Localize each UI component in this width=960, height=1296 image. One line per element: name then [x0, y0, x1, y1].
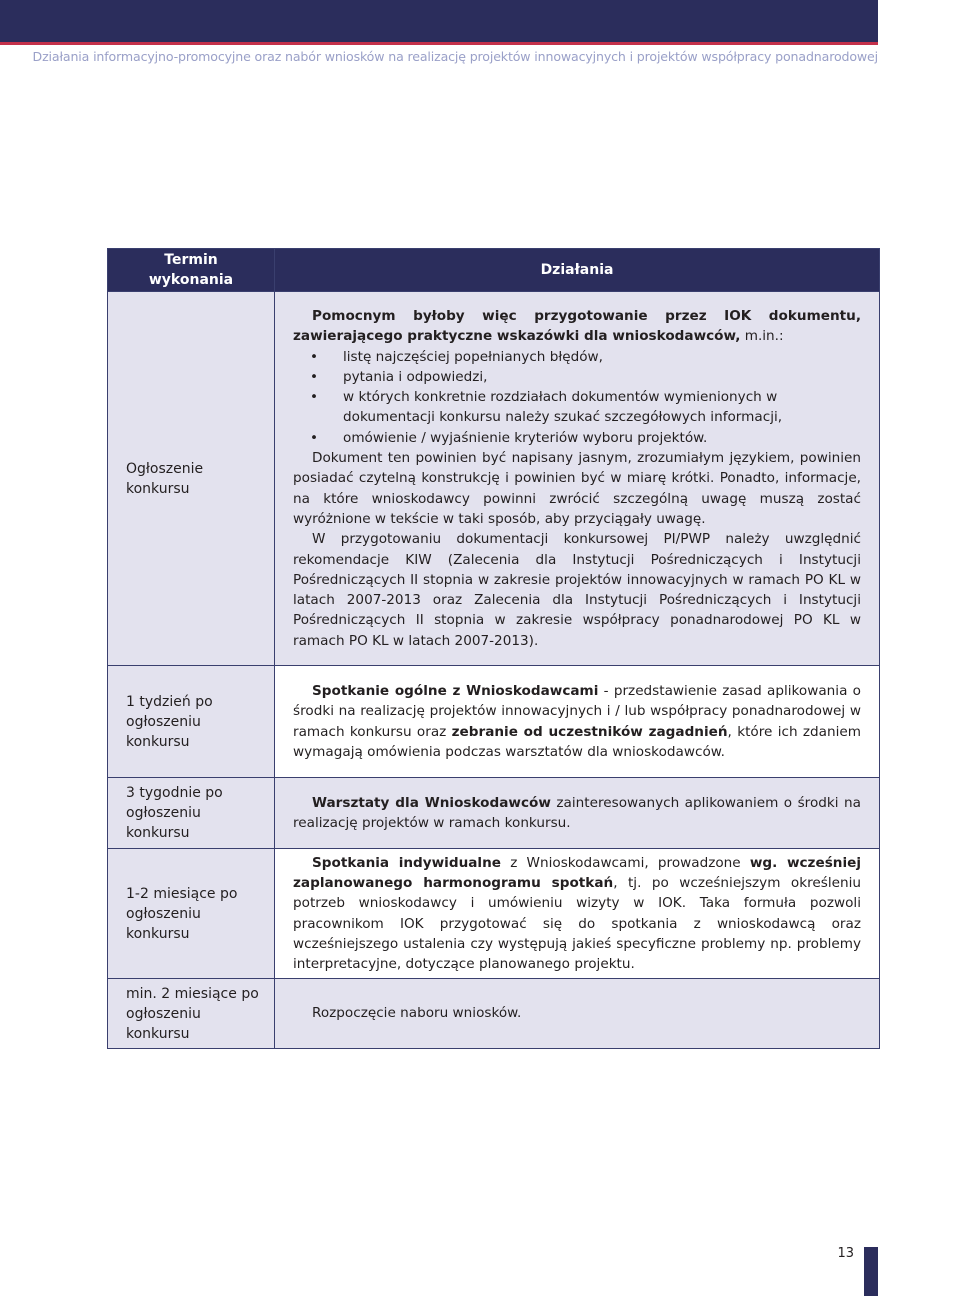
list-item: • listę najczęściej popełnianych błędów,	[293, 347, 861, 367]
actions-cell	[275, 849, 880, 979]
header-term-line2: wykonania	[148, 272, 234, 288]
paragraph: Spotkania indywidualne z Wnioskodawcami, prowadzone wg. wcześniej zaplanowanego harmonogramu spotkań, tj. po wcześniejszym określeniu potrzeb wnioskodawcy i umówieniu wizyty w IOK. Taka formuła pozwoli pracownikom IOK przygotować się do spotkania z wnioskodawcą oraz wcześniejszego ustalenia czy występują jakieś specyficzne problemy np. problemy interpretacyjne, dotyczące planowanego projektu.	[293, 854, 862, 973]
list-item: • omówienie / wyjaśnienie kryteriów wyboru projektów.	[293, 428, 861, 448]
term-cell: 1 tydzień po ogłoszeniu konkursu	[108, 666, 275, 778]
header-actions: Działania	[275, 249, 880, 292]
term-cell: Ogłoszenie konkursu	[108, 292, 275, 666]
paragraph: Dokument ten powinien być napisany jasnym, zrozumiałym językiem, powinien posiadać czytelną konstrukcję i powinien być w miarę krótki. Ponadto, informacje, na które wnioskodawcy powinni zwrócić szczególną uwagę muszą zostać wyróżnione w tekście w taki sposób, aby przyciągały uwagę.	[293, 450, 861, 527]
header-band	[0, 0, 878, 42]
paragraph: Warsztaty dla Wnioskodawców zainteresowanych aplikowaniem o środki na realizację projektów w ramach konkursu.	[293, 794, 861, 831]
footer-corner-bar	[864, 1247, 878, 1296]
table-row	[108, 292, 880, 666]
bullet-icon: •	[310, 348, 319, 365]
intro-bold: Pomocnym byłoby więc przygotowanie przez IOK dokumentu, zawierającego praktyczne wskazówki dla wnioskodawców,	[293, 307, 861, 345]
paragraph: W przygotowaniu dokumentacji konkursowej PI/PWP należy uwzględnić rekomendacje KIW (Zalecenia dla Instytucji Pośredniczących i Instytucji Pośredniczących II stopnia w zakresie projektów innowacyjnych w ramach PO KL w latach 2007-2013 oraz Zalecenia dla Instytucji Pośredniczących i Instytucji Pośredniczących II stopnia w zakresie współpracy ponadnarodowej PO KL w ramach PO KL w latach 2007-2013).	[293, 531, 861, 649]
page-number: 13	[837, 1246, 854, 1261]
bullet-icon: •	[310, 368, 319, 385]
term-cell: 3 tygodnie po ogłoszeniu konkursu	[108, 778, 275, 849]
running-header: Działania informacyjno-promocyjne oraz nabór wniosków na realizację projektów innowacyjnych i projektów współpracy ponadnarodowej	[32, 49, 878, 64]
intro-paragraph	[293, 306, 861, 347]
bullet-icon: •	[310, 429, 319, 446]
paragraph: Rozpoczęcie naboru wniosków.	[312, 1005, 522, 1022]
term-cell: min. 2 miesiące po ogłoszeniu konkursu	[108, 979, 275, 1049]
term-cell: 1-2 miesiące po ogłoszeniu konkursu	[108, 849, 275, 979]
intro-rest: m.in.:	[740, 328, 784, 345]
paragraph: Spotkanie ogólne z Wnioskodawcami - przedstawienie zasad aplikowania o środki na realizację projektów innowacyjnych i / lub współpracy ponadnarodowej w ramach konkursu oraz zebranie od uczestników zagadnień, które ich zdaniem wymagają omówienia podczas warsztatów dla wnioskodawców.	[293, 682, 861, 760]
header-term-line1: Termin	[164, 252, 218, 268]
actions-cell	[275, 666, 880, 778]
bullet-icon: •	[310, 389, 319, 406]
list-item: • pytania i odpowiedzi,	[293, 367, 861, 387]
header-accent-line	[0, 42, 878, 45]
table-header-row	[108, 249, 880, 292]
table-row	[108, 979, 880, 1049]
schedule-table	[107, 248, 880, 1049]
table-row	[108, 849, 880, 979]
actions-cell	[275, 292, 880, 666]
header-term	[108, 249, 275, 292]
table-row	[108, 666, 880, 778]
bullet-list	[293, 347, 861, 448]
table-row	[108, 778, 880, 849]
list-item: • w których konkretnie rozdziałach dokumentów wymienionych w dokumentacji konkursu należy szukać szczegółowych informacji,	[310, 389, 783, 426]
actions-cell	[275, 979, 880, 1049]
actions-cell	[275, 778, 880, 849]
